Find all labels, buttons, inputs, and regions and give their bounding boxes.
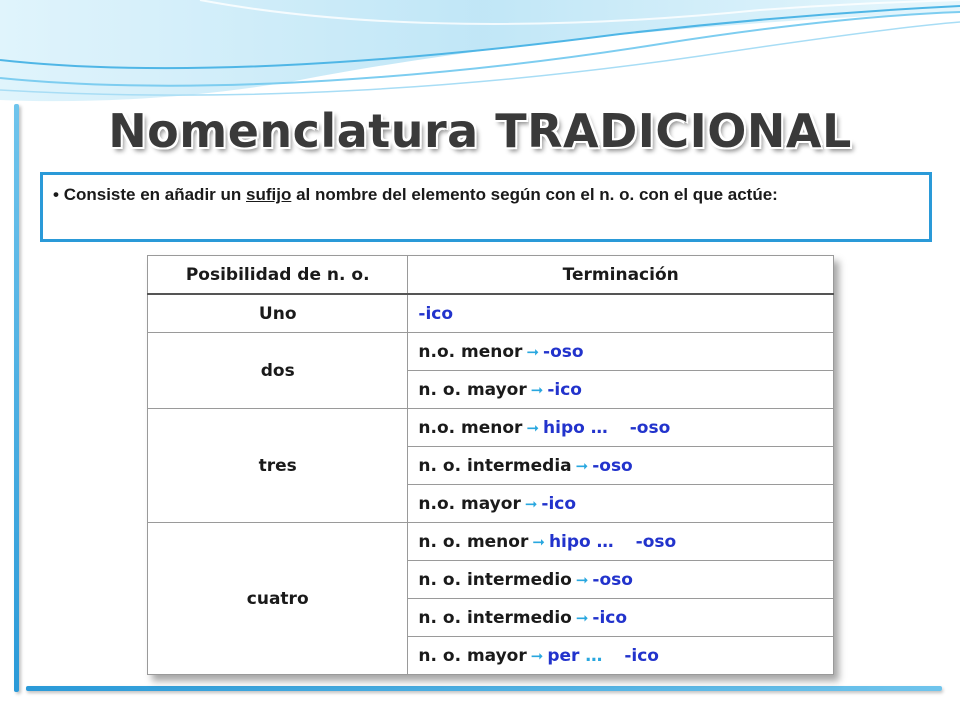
intro-text-before: Consiste en añadir un <box>63 185 246 204</box>
header-waves <box>0 0 960 110</box>
ending-text: -oso <box>629 417 671 438</box>
table-row <box>148 333 834 371</box>
ending-text: -ico <box>541 493 577 514</box>
ending-text: -oso <box>592 569 633 590</box>
group-label-cuatro: cuatro <box>148 523 408 675</box>
table-row <box>148 294 834 333</box>
arrow-icon: ➞ <box>524 494 538 513</box>
intro-underlined-word: sufijo <box>246 185 292 204</box>
intro-text-after: al nombre del elemento según con el n. o. con el que actúe: <box>291 185 778 204</box>
table-header-row <box>148 256 834 295</box>
left-accent-bar <box>14 104 19 692</box>
state-text: n. o. intermedio <box>418 569 572 590</box>
ending-cell: -ico <box>408 294 834 333</box>
header-ending: Terminación <box>408 256 834 295</box>
ellipsis: … <box>590 417 608 438</box>
bullet: • <box>53 185 59 204</box>
ending-cell <box>408 561 834 599</box>
bottom-accent-bar <box>26 686 942 691</box>
nomenclature-table <box>147 255 834 675</box>
ending-cell <box>408 485 834 523</box>
ending-cell <box>408 523 834 561</box>
state-text: n. o. intermedia <box>418 455 572 476</box>
ending-cell <box>408 409 834 447</box>
prefix-text: hipo <box>543 417 585 438</box>
ellipsis: … <box>585 645 603 666</box>
ending-text: -ico <box>592 607 628 628</box>
arrow-icon: ➞ <box>530 380 544 399</box>
state-text: n.o. menor <box>418 417 523 438</box>
prefix-text: per <box>547 645 580 666</box>
arrow-icon: ➞ <box>526 342 540 361</box>
table-row <box>148 523 834 561</box>
ending-cell <box>408 599 834 637</box>
arrow-icon: ➞ <box>575 456 589 475</box>
page-title: Nomenclatura TRADICIONAL <box>108 104 852 158</box>
ending-cell <box>408 371 834 409</box>
prefix-text: hipo <box>548 531 591 552</box>
state-text: n. o. mayor <box>418 645 527 666</box>
table-row <box>148 409 834 447</box>
ending-text: -oso <box>635 531 677 552</box>
ending-cell <box>408 333 834 371</box>
ending-cell <box>408 637 834 675</box>
ellipsis: … <box>596 531 614 552</box>
group-label-tres: tres <box>148 409 408 523</box>
ending-text: -ico <box>547 379 582 400</box>
arrow-icon: ➞ <box>530 646 544 665</box>
ending-text: -oso <box>592 455 633 476</box>
ending-text: -ico <box>624 645 659 666</box>
group-label-uno: Uno <box>148 294 408 333</box>
arrow-icon: ➞ <box>532 532 545 551</box>
header-possibility: Posibilidad de n. o. <box>148 256 408 295</box>
state-text: n. o. menor <box>418 531 529 552</box>
arrow-icon: ➞ <box>575 608 589 627</box>
state-text: n. o. mayor <box>418 379 527 400</box>
intro-box <box>40 172 932 242</box>
arrow-icon: ➞ <box>526 418 540 437</box>
arrow-icon: ➞ <box>575 570 589 589</box>
ending-text: -oso <box>543 341 584 362</box>
state-text: n.o. mayor <box>418 493 521 514</box>
ending-cell <box>408 447 834 485</box>
group-label-dos: dos <box>148 333 408 409</box>
state-text: n. o. intermedio <box>418 607 572 628</box>
state-text: n.o. menor <box>418 341 523 362</box>
